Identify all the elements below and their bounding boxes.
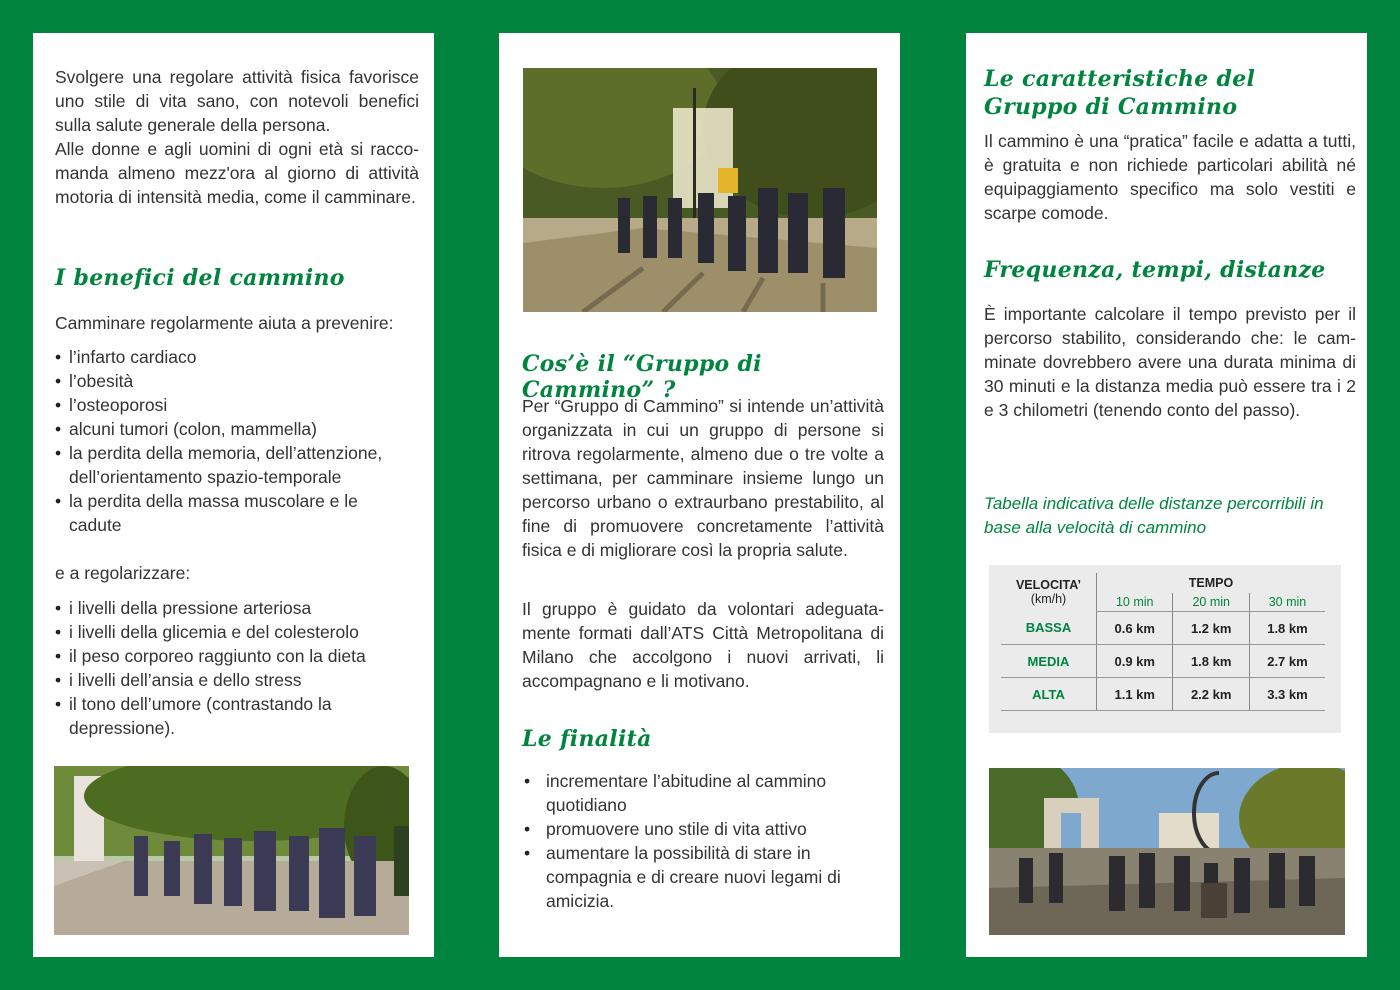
goals-title: Le finalità	[522, 726, 652, 752]
distance-table	[989, 565, 1341, 733]
list-item: • l’osteoporosi	[55, 393, 405, 417]
left-panel	[33, 33, 434, 957]
speed-unit: (km/h)	[1030, 592, 1067, 607]
prevent-intro: Camminare regolarmente aiuta a prevenire:	[55, 313, 394, 333]
distance-cell: 1.8 km	[1173, 645, 1249, 678]
time-col-20: 20 min	[1173, 593, 1249, 612]
arch-walkers-photo	[989, 768, 1345, 935]
list-item: • i livelli dell’ansia e dello stress	[55, 668, 385, 692]
prevent-list	[55, 345, 405, 537]
regulate-intro: e a regolarizzare:	[55, 563, 191, 583]
middle-panel	[499, 33, 900, 957]
list-item: • i livelli della glicemia e del colesterolo	[55, 620, 385, 644]
table-caption: Tabella indicativa delle distanze percorribili in base alla velocità di cammino	[984, 494, 1324, 537]
guides-paragraph: Il gruppo è guidato da volontari adeguatamente formati dall’ATS Città Metropolitana di Milano che accolgono i nuovi arrivati, li accompagnano e li motivano.	[522, 599, 884, 691]
intro-recommendation: Alle donne e agli uomini di ogni età si raccomanda almeno mezz'ora al giorno di attività motoria di intensità media, come il camminare.	[55, 139, 419, 207]
time-header: TEMPO	[1097, 573, 1326, 593]
speed-label: MEDIA	[1001, 645, 1097, 678]
distance-cell: 0.6 km	[1097, 612, 1173, 645]
distance-cell: 1.1 km	[1097, 678, 1173, 711]
walkers-park-photo	[54, 766, 409, 935]
list-item: • l’obesità	[55, 369, 405, 393]
what-is-title: Cos’è il “Gruppo di Cammino” ?	[522, 351, 762, 403]
speed-label: BASSA	[1001, 612, 1097, 645]
walking-group-avenue-photo	[523, 68, 877, 312]
time-col-10: 10 min	[1097, 593, 1173, 612]
what-is-paragraph: Per “Gruppo di Cammino” si intende un’attività organizzata in cui un gruppo di persone si ritrova regolarmente, almeno due o tre volte a settimana, per camminare insieme lungo un percorso urbano o extraurbano prestabilito, al fine di promuovere concretamente l’attività fisica e di migliorare così la propria salute.	[522, 396, 884, 560]
table-row	[1001, 645, 1325, 678]
distance-cell: 2.2 km	[1173, 678, 1249, 711]
list-item: • promuovere uno stile di vita attivo	[522, 817, 867, 841]
distance-cell: 0.9 km	[1097, 645, 1173, 678]
table-row	[1001, 678, 1325, 711]
frequency-paragraph: È importante calcolare il tempo previsto per il percorso stabilito, considerando che: le camminate dovrebbero avere una durata minima di 30 minuti e la distanza media può essere tra i 2 e 3 chilometri (tenendo conto del passo).	[984, 304, 1356, 420]
time-col-30: 30 min	[1249, 593, 1325, 612]
list-item: • incrementare l’abitudine al cammino quotidiano	[522, 769, 867, 817]
distance-cell: 3.3 km	[1249, 678, 1325, 711]
list-item: • il tono dell’umore (contrastando la depressione).	[55, 692, 385, 740]
speed-header: VELOCITA’	[1015, 578, 1082, 593]
list-item: • la perdita della memoria, dell’attenzione, dell’orientamento spazio-temporale	[55, 441, 405, 489]
distance-cell: 1.2 km	[1173, 612, 1249, 645]
list-item: • l’infarto cardiaco	[55, 345, 405, 369]
distance-cell: 2.7 km	[1249, 645, 1325, 678]
right-panel	[966, 33, 1367, 957]
list-item: • i livelli della pressione arteriosa	[55, 596, 385, 620]
list-item: • il peso corporeo raggiunto con la dieta	[55, 644, 385, 668]
speed-header-cell	[1001, 573, 1097, 612]
benefits-title: I benefici del cammino	[55, 265, 345, 291]
list-item: • aumentare la possibilità di stare in compagnia e di creare nuovi legami di amicizia.	[522, 841, 867, 913]
goals-list	[522, 769, 867, 913]
frequency-title: Frequenza, tempi, distanze	[984, 257, 1326, 283]
intro-paragraph: Svolgere una regolare attività fisica favorisce uno stile di vita sano, con notevoli benefici sulla salute generale della persona.	[55, 67, 419, 135]
features-paragraph: Il cammino è una “pratica” facile e adatta a tutti, è gratuita e non richiede particolari abilità né equipaggiamento specifico ma solo vestiti e scarpe comode.	[984, 131, 1356, 223]
list-item: • la perdita della massa muscolare e le cadute	[55, 489, 405, 537]
table-row	[1001, 612, 1325, 645]
regulate-list	[55, 596, 385, 740]
speed-label: ALTA	[1001, 678, 1097, 711]
distance-cell: 1.8 km	[1249, 612, 1325, 645]
features-title: Le caratteristiche del Gruppo di Cammino	[984, 66, 1256, 120]
list-item: • alcuni tumori (colon, mammella)	[55, 417, 405, 441]
